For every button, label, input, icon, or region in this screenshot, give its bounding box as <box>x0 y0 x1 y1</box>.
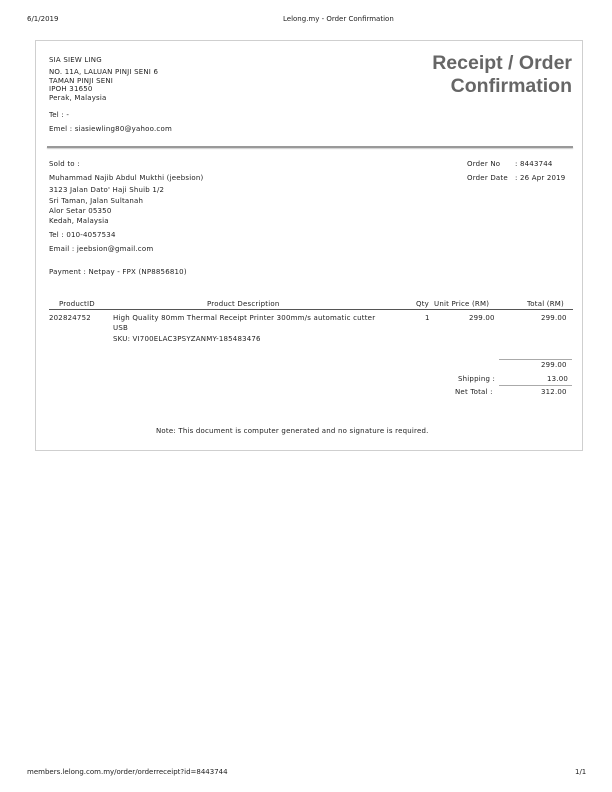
computer-generated-note: Note: This document is computer generated and no signature is required. <box>156 427 429 435</box>
row-qty: 1 <box>425 314 430 322</box>
seller-address-line: Perak, Malaysia <box>49 93 107 102</box>
buyer-tel: Tel : 010-4057534 <box>49 231 116 239</box>
row-total: 299.00 <box>541 314 567 322</box>
row-product-id: 202824752 <box>49 314 91 322</box>
sold-to-label: Sold to : <box>49 160 80 168</box>
seller-name: SIA SIEW LING <box>49 56 102 64</box>
payment-method: Payment : Netpay - FPX (NP8856810) <box>49 268 187 276</box>
buyer-address-line: Kedah, Malaysia <box>49 217 109 225</box>
buyer-address-line: Sri Taman, Jalan Sultanah <box>49 197 144 205</box>
col-header-unit-price: Unit Price (RM) <box>434 300 490 308</box>
seller-email: Emel : siasiewling80@yahoo.com <box>49 125 172 133</box>
document-title-line: Receipt / Order <box>432 52 572 74</box>
order-no-value: : 8443744 <box>515 160 553 168</box>
document-title <box>432 52 572 98</box>
net-total-divider <box>499 385 572 386</box>
col-header-qty: Qty <box>416 300 429 308</box>
shipping-value: 13.00 <box>547 375 569 383</box>
net-total-label: Net Total : <box>455 388 493 396</box>
buyer-email: Email : jeebsion@gmail.com <box>49 245 154 253</box>
row-description-line: High Quality 80mm Thermal Receipt Printer 300mm/s automatic cutter <box>113 314 376 322</box>
print-page-title: Lelong.my - Order Confirmation <box>283 15 394 23</box>
subtotal-value: 299.00 <box>541 361 567 369</box>
col-header-description: Product Description <box>207 300 280 308</box>
seller-address-line: TAMAN PINJI SENI <box>49 76 114 85</box>
page-number: 1/1 <box>575 768 587 776</box>
shipping-label: Shipping : <box>458 375 496 383</box>
seller-address-line: IPOH 31650 <box>49 85 93 94</box>
document-title-line: Confirmation <box>450 75 572 97</box>
seller-address-line: NO. 11A, LALUAN PINJI SENI 6 <box>49 68 159 76</box>
row-unit-price: 299.00 <box>469 314 495 322</box>
buyer-address-line: Alor Setar 05350 <box>49 207 112 215</box>
row-description-line: USB <box>113 324 128 332</box>
header-divider <box>47 146 573 148</box>
page-url: members.lelong.com.my/order/orderreceipt?id=8443744 <box>27 768 228 776</box>
order-date-value: : 26 Apr 2019 <box>515 174 566 182</box>
col-header-total: Total (RM) <box>527 300 564 308</box>
order-no-label: Order No <box>467 160 501 168</box>
receipt-container <box>35 40 583 451</box>
col-header-product-id: ProductID <box>59 300 95 308</box>
print-date: 6/1/2019 <box>27 15 59 23</box>
order-date-label: Order Date <box>467 174 508 182</box>
net-total-value: 312.00 <box>541 388 567 396</box>
buyer-name: Muhammad Najib Abdul Mukthi (jeebsion) <box>49 174 204 182</box>
row-sku: SKU: VI700ELAC3PSYZANMY-185483476 <box>113 335 261 343</box>
subtotal-divider <box>499 359 572 360</box>
seller-tel: Tel : - <box>49 111 70 119</box>
buyer-address-line: 3123 Jalan Dato' Haji Shuib 1/2 <box>49 186 165 194</box>
table-header-divider <box>49 309 573 310</box>
